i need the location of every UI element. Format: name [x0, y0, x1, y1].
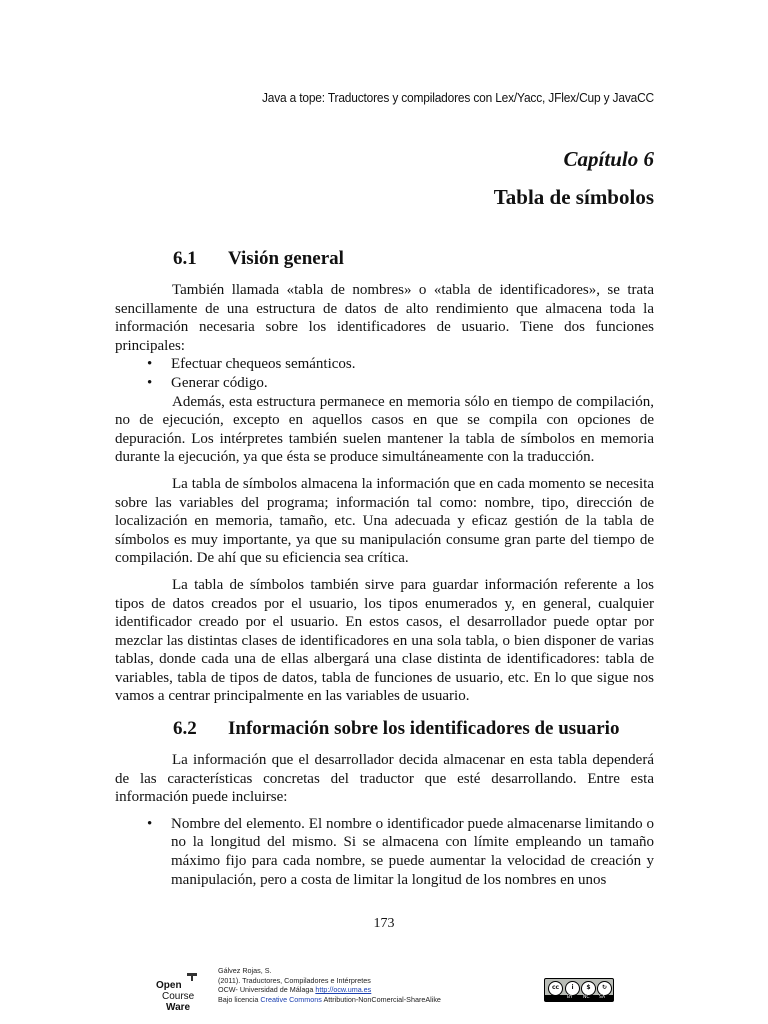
- section-number: 6.2: [173, 718, 197, 739]
- paragraph: La información que el desarrollador decida almacenar en esta tabla dependerá de las características concretas del traductor que esté desarrollando. Entre esta información puede incluirse:: [115, 752, 654, 806]
- ocw-line: OCW- Universidad de Málaga http://ocw.uma.es: [218, 985, 372, 995]
- bullet-icon: •: [147, 374, 153, 391]
- section-title: Información sobre los identificadores de usuario: [228, 718, 620, 739]
- list-item: • Generar código.: [147, 374, 268, 391]
- author: Gálvez Rojas, S.: [218, 966, 272, 975]
- bullet-list: [115, 355, 654, 392]
- license-line: Bajo licencia Creative Commons Attribution-NonComercial-ShareAlike: [218, 994, 441, 1004]
- list-item: • Nombre del elemento. El nombre o identificador puede almacenarse limitando o no la longitud del mismo. Si se almacena con límite empleando un tamaño máximo fijo para cada nombre, se puede aumentar la velocidad de creación y manipulación, pero a costa de limitar la longitud de los nombres en unos: [147, 815, 654, 888]
- citation: (2011). Traductores, Compiladores e Intérpretes: [218, 975, 371, 985]
- section-heading-6-2: [173, 718, 619, 740]
- paragraph: Además, esta estructura permanece en memoria sólo en tiempo de compilación, no de ejecución, excepto en aquellos casos en que se compila con opciones de depuración. Los intérpretes también suelen mantener la tabla de símbolos en memoria durante la ejecución, ya que ésta se produce simultáneamente con la traducción.: [115, 393, 654, 466]
- paragraph: La tabla de símbolos almacena la información que en cada momento se necesita sobre las variables del programa; información tal como: nombre, tipo, dirección de localización en memoria, tamaño, etc. Una adecuada y eficaz gestión de la tabla de símbolos es muy importante, ya que su manipulación consume gran parte del tiempo de compilación. De ahí que su eficiencia sea crítica.: [115, 475, 654, 567]
- sharealike-icon: ↻: [597, 981, 612, 996]
- attribution-icon: i: [565, 981, 580, 996]
- bullet-list: [115, 815, 654, 889]
- paragraph: La tabla de símbolos también sirve para guardar información referente a los tipos de datos creados por el usuario, los tipos enumerados y, en general, cualquier identificador creado por el usuario. En estos casos, el desarrollador puede optar por mezclar las distintas clases de identificadores en una sola tabla, o bien disponer de varias tablas, donde cada una de ellas albergará una clase distinta de identificadores: tabla de variables, tabla de tipos de datos, tabla de funciones de usuario, etc. En lo que sigue nos vamos a centrar principalmente en las variables de usuario.: [115, 576, 654, 705]
- running-head: Java a tope: Traductores y compiladores con Lex/Yacc, JFlex/Cup y JavaCC: [261, 90, 654, 105]
- list-item: • Efectuar chequeos semánticos.: [147, 356, 356, 373]
- section-number: 6.1: [173, 248, 197, 269]
- section-title: Visión general: [228, 248, 344, 269]
- bullet-icon: •: [147, 815, 153, 832]
- opencourseware-logo: Open Course Ware: [156, 964, 204, 1012]
- cc-label-strip: BY NC SA: [545, 995, 613, 1001]
- cc-icon: cc: [548, 981, 563, 996]
- paragraph: También llamada «tabla de nombres» o «tabla de identificadores», se trata sencillamente de una estructura de datos de alto rendimiento que almacena toda la información necesaria sobre los identificadores de usuario. Tiene dos funciones principales:: [115, 282, 654, 354]
- license-link[interactable]: Creative Commons: [260, 994, 322, 1004]
- section-heading-6-1: [173, 248, 344, 270]
- section-body-6-1: [115, 281, 654, 706]
- chapter-title: Tabla de símbolos: [493, 185, 654, 209]
- chapter-label: Capítulo 6: [563, 147, 654, 171]
- page-number: 173: [373, 916, 395, 931]
- ocw-link[interactable]: http://ocw.uma.es: [315, 985, 372, 995]
- section-body-6-2: [115, 751, 654, 889]
- footer-credits: [218, 966, 441, 1004]
- bullet-icon: •: [147, 356, 153, 373]
- noncommercial-icon: $: [581, 981, 596, 996]
- cc-license-badge[interactable]: [544, 978, 614, 1002]
